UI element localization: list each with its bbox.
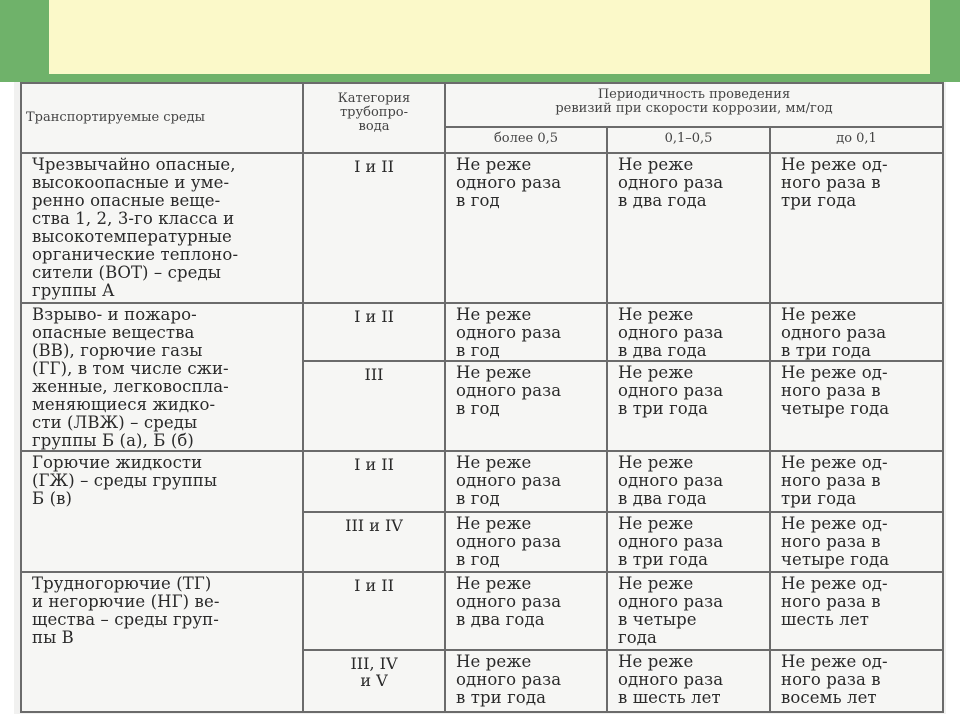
category-cell: I и II [303, 451, 445, 512]
header-media: Транспортируемые среды [21, 83, 303, 153]
media-cell-group-bv: Горючие жидкости (ГЖ) – среды группы Б (в) [21, 451, 303, 572]
period-cell: Не реже одного раза в шесть лет [607, 650, 770, 712]
period-cell: Не реже одного раза в два года [445, 572, 607, 650]
period-cell: Не реже одного раза в два года [607, 451, 770, 512]
media-cell-group-b: Взрыво- и пожаро- опасные вещества (ВВ), горючие газы (ГГ), в том числе сжи- женные, легковоспла- меняющиеся жидко- сти (ЛВЖ) – среды группы Б (а), Б (б) [21, 303, 303, 451]
period-cell: Не реже одного раза в четыре года [607, 572, 770, 650]
period-cell: Не реже одного раза в три года [607, 361, 770, 451]
period-cell: Не реже одного раза в три года [607, 512, 770, 572]
header-period: Периодичность проведения ревизий при скорости коррозии, мм/год [445, 83, 943, 127]
period-cell: Не реже од- ного раза в четыре года [770, 512, 943, 572]
table-row [21, 153, 943, 303]
period-cell: Не реже од- ного раза в три года [770, 451, 943, 512]
category-cell: I и II [303, 572, 445, 650]
slide-title-box [49, 0, 930, 74]
category-cell: I и II [303, 303, 445, 361]
category-cell: III, IV и V [303, 650, 445, 712]
period-cell: Не реже одного раза в год [445, 361, 607, 451]
media-cell-group-a: Чрезвычайно опасные, высокоопасные и уме- ренно опасные веще- ства 1, 2, 3-го класса и высокотемпературные органические теплоно- сители (ВОТ) – среды группы А [21, 153, 303, 303]
period-cell: Не реже одного раза в три года [770, 303, 943, 361]
table-row [21, 572, 943, 650]
period-cell: Не реже одного раза в год [445, 512, 607, 572]
period-cell: Не реже одного раза в два года [607, 153, 770, 303]
period-cell: Не реже од- ного раза в четыре года [770, 361, 943, 451]
header-speed-2: 0,1–0,5 [607, 127, 770, 153]
period-cell: Не реже од- ного раза в шесть лет [770, 572, 943, 650]
period-cell: Не реже од- ного раза в восемь лет [770, 650, 943, 712]
media-cell-group-v: Трудногорючие (ТГ) и негорючие (НГ) ве- щества – среды груп- пы В [21, 572, 303, 712]
category-cell: I и II [303, 153, 445, 303]
period-cell: Не реже одного раза в год [445, 451, 607, 512]
period-cell: Не реже одного раза в год [445, 153, 607, 303]
category-cell: III и IV [303, 512, 445, 572]
header-speed-1: более 0,5 [445, 127, 607, 153]
table-row [21, 451, 943, 512]
header-speed-3: до 0,1 [770, 127, 943, 153]
header-category: Категория трубопро- вода [303, 83, 445, 153]
period-cell: Не реже одного раза в три года [445, 650, 607, 712]
table-row [21, 303, 943, 361]
period-cell: Не реже одного раза в два года [607, 303, 770, 361]
category-cell: III [303, 361, 445, 451]
period-cell: Не реже од- ного раза в три года [770, 153, 943, 303]
revision-period-table [20, 82, 944, 713]
period-cell: Не реже одного раза в год [445, 303, 607, 361]
